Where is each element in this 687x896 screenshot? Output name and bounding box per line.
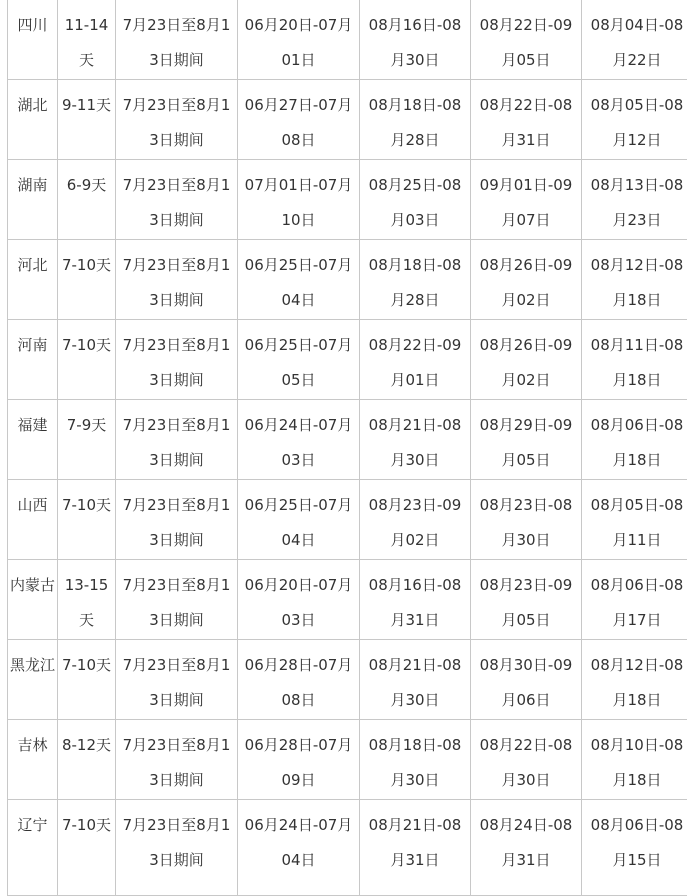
date-cell: 08月24日-08月31日 <box>471 800 582 896</box>
province-cell: 内蒙古 <box>8 560 58 640</box>
date-cell: 7月23日至8月13日期间 <box>116 640 238 720</box>
date-cell: 08月06日-08月18日 <box>582 400 687 480</box>
date-cell: 08月30日-09月06日 <box>471 640 582 720</box>
province-cell: 福建 <box>8 400 58 480</box>
date-cell: 08月26日-09月02日 <box>471 320 582 400</box>
date-cell: 08月18日-08月28日 <box>360 80 471 160</box>
date-cell: 06月25日-07月05日 <box>238 320 360 400</box>
date-cell: 08月25日-08月03日 <box>360 160 471 240</box>
date-cell: 08月21日-08月30日 <box>360 400 471 480</box>
date-cell: 08月04日-08月22日 <box>582 0 687 80</box>
date-cell: 08月23日-09月05日 <box>471 560 582 640</box>
date-cell: 06月28日-07月08日 <box>238 640 360 720</box>
date-cell: 08月11日-08月18日 <box>582 320 687 400</box>
date-cell: 7月23日至8月13日期间 <box>116 80 238 160</box>
date-cell: 06月20日-07月01日 <box>238 0 360 80</box>
table-row <box>8 80 687 160</box>
date-cell: 7月23日至8月13日期间 <box>116 0 238 80</box>
schedule-table <box>7 0 687 896</box>
date-cell: 06月24日-07月04日 <box>238 800 360 896</box>
days-cell: 7-10天 <box>58 800 116 896</box>
date-cell: 08月16日-08月31日 <box>360 560 471 640</box>
date-cell: 7月23日至8月13日期间 <box>116 560 238 640</box>
date-cell: 08月10日-08月18日 <box>582 720 687 800</box>
date-cell: 06月28日-07月09日 <box>238 720 360 800</box>
date-cell: 08月18日-08月30日 <box>360 720 471 800</box>
province-cell: 黑龙江 <box>8 640 58 720</box>
date-cell: 08月12日-08月18日 <box>582 640 687 720</box>
date-cell: 08月29日-09月05日 <box>471 400 582 480</box>
date-cell: 08月22日-08月31日 <box>471 80 582 160</box>
table-row <box>8 640 687 720</box>
province-cell: 湖北 <box>8 80 58 160</box>
date-cell: 08月18日-08月28日 <box>360 240 471 320</box>
date-cell: 08月06日-08月15日 <box>582 800 687 896</box>
date-cell: 7月23日至8月13日期间 <box>116 800 238 896</box>
table-row <box>8 400 687 480</box>
days-cell: 11-14天 <box>58 0 116 80</box>
date-cell: 08月23日-08月30日 <box>471 480 582 560</box>
date-cell: 7月23日至8月13日期间 <box>116 480 238 560</box>
date-cell: 08月06日-08月17日 <box>582 560 687 640</box>
days-cell: 7-10天 <box>58 240 116 320</box>
date-cell: 08月16日-08月30日 <box>360 0 471 80</box>
days-cell: 7-10天 <box>58 320 116 400</box>
table-row <box>8 160 687 240</box>
date-cell: 06月25日-07月04日 <box>238 480 360 560</box>
date-cell: 7月23日至8月13日期间 <box>116 400 238 480</box>
date-cell: 06月25日-07月04日 <box>238 240 360 320</box>
table-row <box>8 480 687 560</box>
date-cell: 08月22日-09月01日 <box>360 320 471 400</box>
days-cell: 6-9天 <box>58 160 116 240</box>
days-cell: 8-12天 <box>58 720 116 800</box>
date-cell: 08月05日-08月12日 <box>582 80 687 160</box>
province-cell: 山西 <box>8 480 58 560</box>
date-cell: 08月22日-09月05日 <box>471 0 582 80</box>
date-cell: 7月23日至8月13日期间 <box>116 720 238 800</box>
days-cell: 9-11天 <box>58 80 116 160</box>
date-cell: 08月26日-09月02日 <box>471 240 582 320</box>
days-cell: 7-9天 <box>58 400 116 480</box>
date-cell: 08月12日-08月18日 <box>582 240 687 320</box>
province-cell: 河南 <box>8 320 58 400</box>
province-cell: 湖南 <box>8 160 58 240</box>
province-cell: 河北 <box>8 240 58 320</box>
date-cell: 06月20日-07月03日 <box>238 560 360 640</box>
days-cell: 13-15天 <box>58 560 116 640</box>
province-cell: 四川 <box>8 0 58 80</box>
date-cell: 06月27日-07月08日 <box>238 80 360 160</box>
table-row <box>8 240 687 320</box>
table-row <box>8 720 687 800</box>
table-row <box>8 0 687 80</box>
province-cell: 辽宁 <box>8 800 58 896</box>
date-cell: 08月21日-08月30日 <box>360 640 471 720</box>
table-row <box>8 800 687 896</box>
date-cell: 7月23日至8月13日期间 <box>116 240 238 320</box>
date-cell: 06月24日-07月03日 <box>238 400 360 480</box>
table-row <box>8 320 687 400</box>
date-cell: 07月01日-07月10日 <box>238 160 360 240</box>
table-row <box>8 560 687 640</box>
date-cell: 09月01日-09月07日 <box>471 160 582 240</box>
date-cell: 7月23日至8月13日期间 <box>116 160 238 240</box>
days-cell: 7-10天 <box>58 640 116 720</box>
date-cell: 08月05日-08月11日 <box>582 480 687 560</box>
province-cell: 吉林 <box>8 720 58 800</box>
days-cell: 7-10天 <box>58 480 116 560</box>
date-cell: 7月23日至8月13日期间 <box>116 320 238 400</box>
date-cell: 08月23日-09月02日 <box>360 480 471 560</box>
date-cell: 08月13日-08月23日 <box>582 160 687 240</box>
date-cell: 08月22日-08月30日 <box>471 720 582 800</box>
date-cell: 08月21日-08月31日 <box>360 800 471 896</box>
